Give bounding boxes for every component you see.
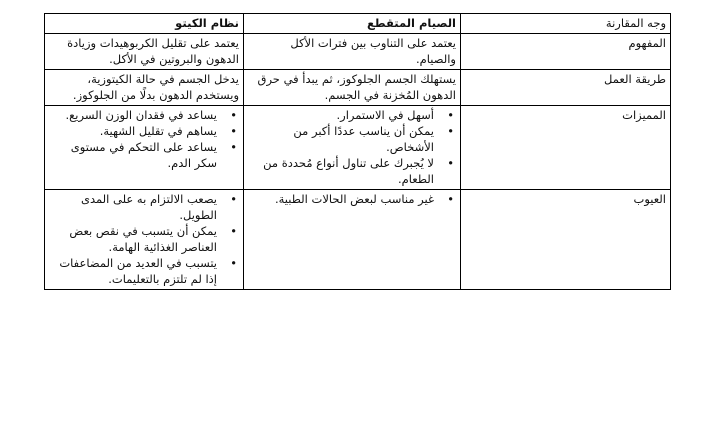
comparison-table [44, 13, 671, 290]
table-header-row [45, 14, 671, 34]
cell-aspect: العيوب [461, 190, 671, 290]
advantages-keto-list [49, 107, 239, 171]
disadvantages-fasting-list [248, 191, 456, 207]
cell-fasting: يستهلك الجسم الجلوكوز، ثم يبدأ في حرق الدهون المُخزنة في الجسم. [244, 70, 461, 106]
list-item: • يتسبب في العديد من المضاعفات إذا لم تلتزم بالتعليمات. [49, 255, 217, 287]
list-item: • يساعد على التحكم في مستوى سكر الدم. [49, 139, 217, 171]
header-fasting: الصيام المتقطع [244, 14, 461, 34]
cell-keto: يعتمد على تقليل الكربوهيدات وزيادة الدهون والبروتين في الأكل. [45, 34, 244, 70]
cell-fasting [244, 190, 461, 290]
list-item: • غير مناسب لبعض الحالات الطبية. [248, 191, 434, 207]
cell-aspect: المميزات [461, 106, 671, 190]
list-item: • يصعب الالتزام به على المدى الطويل. [49, 191, 217, 223]
table-row-advantages [45, 106, 671, 190]
list-item: • يمكن أن يتسبب في نقص بعض العناصر الغذائية الهامة. [49, 223, 217, 255]
list-item: • يمكن أن يناسب عددًا أكبر من الأشخاص. [248, 123, 434, 155]
cell-fasting: يعتمد على التناوب بين فترات الأكل والصيام. [244, 34, 461, 70]
header-aspect: وجه المقارنة [461, 14, 671, 34]
cell-keto: يدخل الجسم في حالة الكيتوزية، ويستخدم الدهون بدلًا من الجلوكوز. [45, 70, 244, 106]
advantages-fasting-list [248, 107, 456, 187]
table-row-disadvantages [45, 190, 671, 290]
disadvantages-keto-list [49, 191, 239, 287]
list-item: • أسهل في الاستمرار. [248, 107, 434, 123]
list-item: • يساعد في فقدان الوزن السريع. [49, 107, 217, 123]
cell-aspect: المفهوم [461, 34, 671, 70]
cell-keto [45, 190, 244, 290]
list-item: • لا يُجبرك على تناول أنواع مُحددة من الطعام. [248, 155, 434, 187]
table-row-mechanism [45, 70, 671, 106]
cell-fasting [244, 106, 461, 190]
cell-aspect: طريقة العمل [461, 70, 671, 106]
header-keto: نظام الكيتو [45, 14, 244, 34]
list-item: • يساهم في تقليل الشهية. [49, 123, 217, 139]
table-row-concept [45, 34, 671, 70]
cell-keto [45, 106, 244, 190]
